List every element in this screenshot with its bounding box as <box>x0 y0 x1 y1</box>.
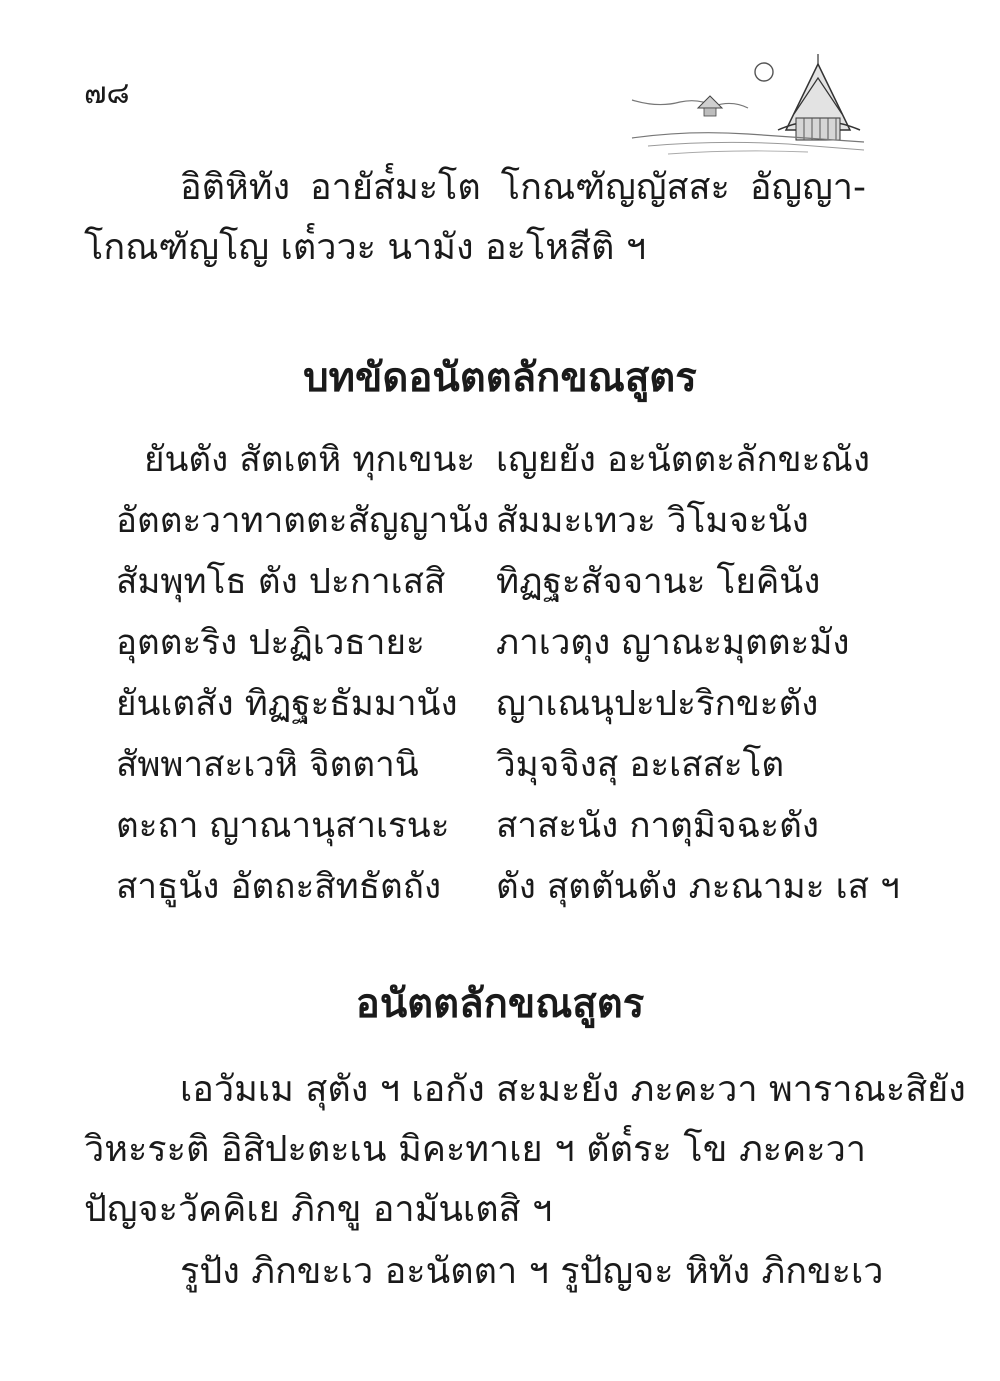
verse-right: ญาเณนุปะปะริกขะตัง <box>496 684 819 724</box>
verse-left: ตะถา ญาณานุสาเรนะ <box>116 806 450 846</box>
intro-paragraph <box>84 158 866 278</box>
verse-right: ภาเวตุง ญาณะมุตตะมัง <box>496 623 850 663</box>
verse-right: สาสะนัง กาตุมิจฉะตัง <box>496 806 819 846</box>
verse-left: สัพพาสะเวหิ จิตตานิ <box>116 745 419 785</box>
verse-left: ยันตัง สัตเตหิ ทุกเขนะ <box>144 440 476 480</box>
verse-right: ทิฏฐะสัจจานะ โยคินัง <box>496 562 821 602</box>
intro-line: อิติหิทัง อายัส๎มะโต โกณฑัญญัสสะ อัญญา- <box>180 167 866 208</box>
sutta-line: ปัญจะวัคคิเย ภิกขู อามันเตสิ ฯ <box>84 1189 553 1230</box>
sutta-line: เอวัมเม สุตัง ฯ เอกัง สะมะยัง ภะคะวา พาราณะสิยัง <box>180 1069 966 1110</box>
verse-row <box>116 796 876 857</box>
section-heading-bot-khat: บทขัดอนัตตลักขณสูตร <box>303 355 697 401</box>
section-heading-anatta: อนัตตลักขณสูตร <box>355 981 645 1027</box>
intro-line: โกณฑัญโญ เต๎ววะ นามัง อะโหสีติ ฯ <box>84 227 647 268</box>
verse-left: ยันเตสัง ทิฏฐะธัมมานัง <box>116 684 458 724</box>
verse-row <box>116 491 876 552</box>
verse-row <box>116 857 900 918</box>
sutta-line: วิหะระติ อิสิปะตะเน มิคะทาเย ฯ ตัต๎ระ โข ภะคะวา <box>84 1129 866 1170</box>
verse-row <box>116 613 876 674</box>
verse-right: วิมุจจิงสุ อะเสสะโต <box>496 745 785 785</box>
sutta-paragraph-1 <box>84 1060 966 1240</box>
verse-right: สัมมะเทวะ วิโมจะนัง <box>496 501 809 541</box>
verse-left: อัตตะวาทาตตะสัญญานัง <box>116 501 490 541</box>
sutta-paragraph-2 <box>84 1242 884 1302</box>
verse-block <box>116 430 900 918</box>
verse-row <box>116 674 876 735</box>
page-number: ๗๘ <box>84 76 130 111</box>
verse-right: เญยยัง อะนัตตะลักขะณัง <box>496 440 870 480</box>
temple-landscape-ornament <box>628 50 868 160</box>
verse-left: สัมพุทโธ ตัง ปะกาเสสิ <box>116 562 446 602</box>
verse-row <box>116 552 876 613</box>
verse-right: ตัง สุตตันตัง ภะณามะ เส ฯ <box>496 867 900 907</box>
verse-left: สาธูนัง อัตถะสิทธัตถัง <box>116 867 442 907</box>
verse-row <box>116 430 876 491</box>
sutta-line: รูปัง ภิกขะเว อะนัตตา ฯ รูปัญจะ หิทัง ภิกขะเว <box>180 1251 884 1292</box>
verse-left: อุตตะริง ปะฏิเวธายะ <box>116 623 425 663</box>
verse-row <box>116 735 876 796</box>
